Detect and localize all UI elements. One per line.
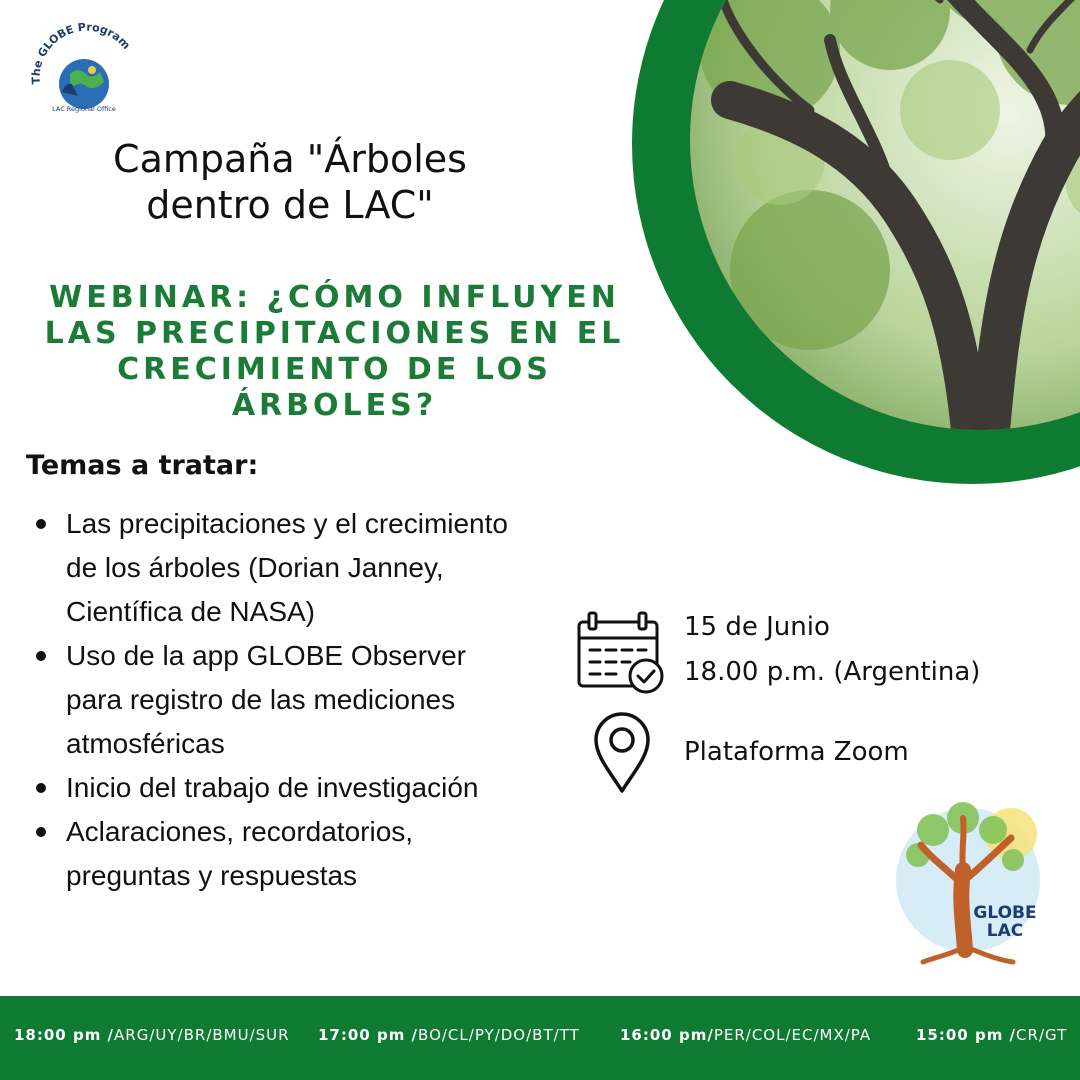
campaign-title-line1: Campaña "Árboles	[113, 137, 467, 181]
map-pin-icon	[592, 712, 652, 794]
timezone-countries: CR/GT	[1016, 1026, 1068, 1044]
webinar-title-line2: LAS PRECIPITACIONES EN EL	[44, 316, 625, 351]
timezone-countries: PER/COL/EC/MX/PA	[713, 1026, 872, 1044]
timezone-footer	[0, 996, 1080, 1080]
bullet-icon	[36, 519, 46, 529]
badge-text-line1: GLOBE	[973, 903, 1037, 923]
bullet-icon	[36, 783, 46, 793]
badge-text-line2: LAC	[986, 921, 1024, 941]
topic-item-label: Las precipitaciones y el crecimiento de los árboles (Dorian Janney, Científica de NASA)	[66, 508, 508, 627]
topic-item-label: Inicio del trabajo de investigación	[66, 772, 479, 803]
timezone-slot	[620, 1026, 871, 1044]
timezone-countries: BO/CL/PY/DO/BT/TT	[418, 1026, 580, 1044]
campaign-title	[40, 136, 540, 228]
calendar-check-icon	[576, 610, 668, 696]
globe-lac-badge	[893, 790, 1043, 980]
event-date: 15 de Junio	[684, 612, 830, 642]
webinar-title-line4: ÁRBOLES?	[231, 388, 438, 423]
topic-item	[28, 810, 528, 898]
event-time: 18.00 p.m. (Argentina)	[684, 657, 981, 687]
timezone-time: 15:00 pm /	[916, 1026, 1017, 1044]
bullet-icon	[36, 651, 46, 661]
topic-item-label: Uso de la app GLOBE Observer para registro de las mediciones atmosféricas	[66, 640, 466, 759]
bullet-icon	[36, 827, 46, 837]
webinar-title	[12, 280, 657, 424]
timezone-countries: ARG/UY/BR/BMU/SUR	[114, 1026, 290, 1044]
webinar-title-line3: CRECIMIENTO DE LOS	[117, 352, 552, 387]
topic-item	[28, 502, 528, 634]
timezone-time: 18:00 pm /	[14, 1026, 115, 1044]
event-platform: Plataforma Zoom	[684, 737, 909, 767]
topic-item	[28, 766, 528, 810]
timezone-slot	[14, 1026, 290, 1044]
timezone-slot	[318, 1026, 580, 1044]
topic-item-label: Aclaraciones, recordatorios, preguntas y respuestas	[66, 816, 414, 891]
logo-arc-text: The GLOBE Program	[29, 22, 133, 85]
campaign-title-line2: dentro de LAC"	[146, 183, 434, 227]
webinar-title-line1: WEBINAR: ¿CÓMO INFLUYEN	[49, 280, 620, 315]
timezone-time: 17:00 pm /	[318, 1026, 419, 1044]
globe-program-logo	[22, 22, 144, 114]
logo-caption: LAC Regional Office	[52, 105, 116, 113]
timezone-time: 16:00 pm/	[620, 1026, 714, 1044]
topics-list	[28, 502, 528, 898]
topic-item	[28, 634, 528, 766]
topics-heading: Temas a tratar:	[26, 450, 259, 481]
timezone-slot	[916, 1026, 1067, 1044]
